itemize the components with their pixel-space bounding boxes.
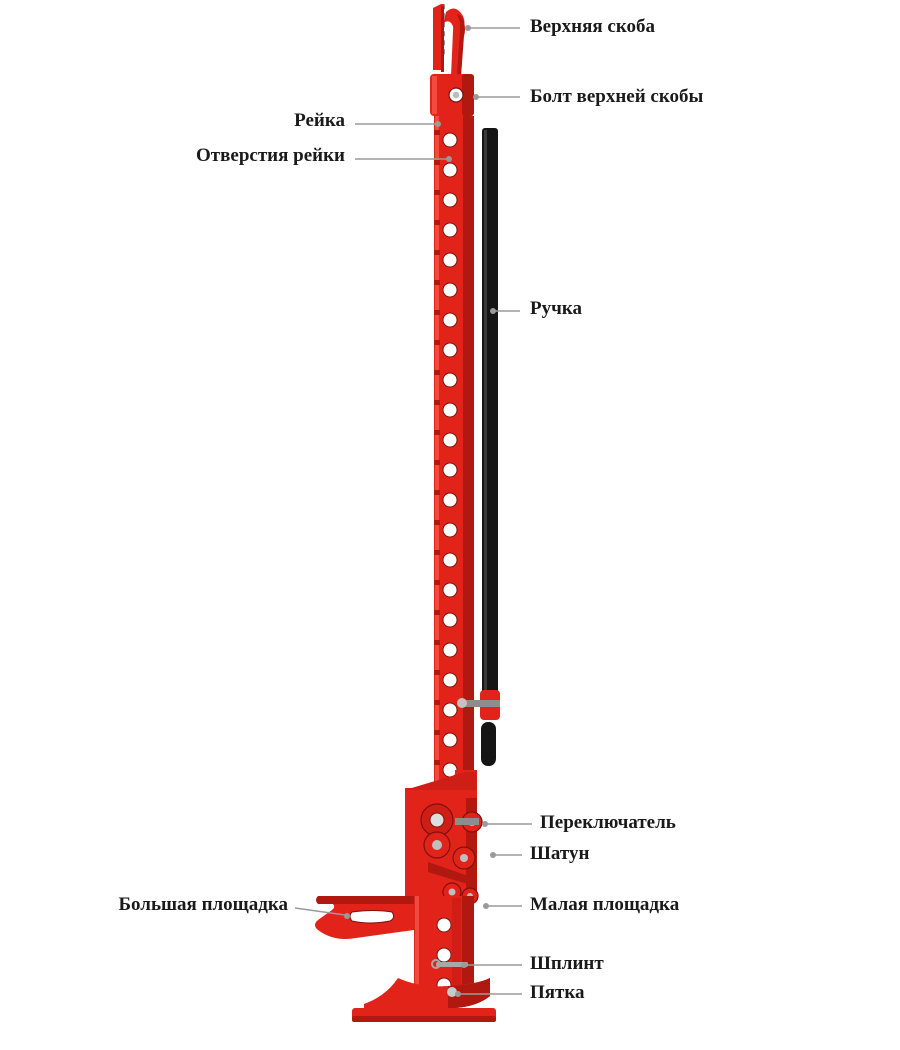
- big-platform: [315, 896, 414, 939]
- label-conrod: Шатун: [530, 843, 590, 864]
- mechanism-housing: [405, 770, 482, 904]
- label-top-clamp: Верхняя скоба: [530, 16, 656, 37]
- label-rack-holes: Отверстия рейки: [196, 145, 345, 166]
- leader-dot-rack-holes: [446, 156, 452, 162]
- label-top-clamp-bolt: Болт верхней скобы: [530, 86, 704, 107]
- label-small-platform: Малая площадка: [530, 894, 680, 915]
- leader-dot-small-platform: [483, 903, 489, 909]
- label-heel: Пятка: [530, 982, 585, 1003]
- leader-dot-rack: [435, 121, 441, 127]
- leader-dot-switch: [482, 821, 488, 827]
- top-clamp-part: [433, 4, 465, 76]
- leader-dot-heel: [455, 991, 461, 997]
- top-head-block: [430, 74, 474, 116]
- leader-dot-top-clamp: [465, 25, 471, 31]
- leader-dot-big-platform: [344, 913, 350, 919]
- leader-dot-conrod: [490, 852, 496, 858]
- label-handle: Ручка: [530, 298, 582, 319]
- small-platform: [414, 896, 474, 992]
- label-cotter-pin: Шплинт: [530, 953, 604, 974]
- leader-dot-cotter-pin: [461, 962, 467, 968]
- label-rack: Рейка: [294, 110, 345, 131]
- leader-dot-top-clamp-bolt: [473, 94, 479, 100]
- leader-dot-handle: [490, 308, 496, 314]
- label-switch: Переключатель: [540, 812, 676, 833]
- label-big-platform: Большая площадка: [118, 894, 288, 915]
